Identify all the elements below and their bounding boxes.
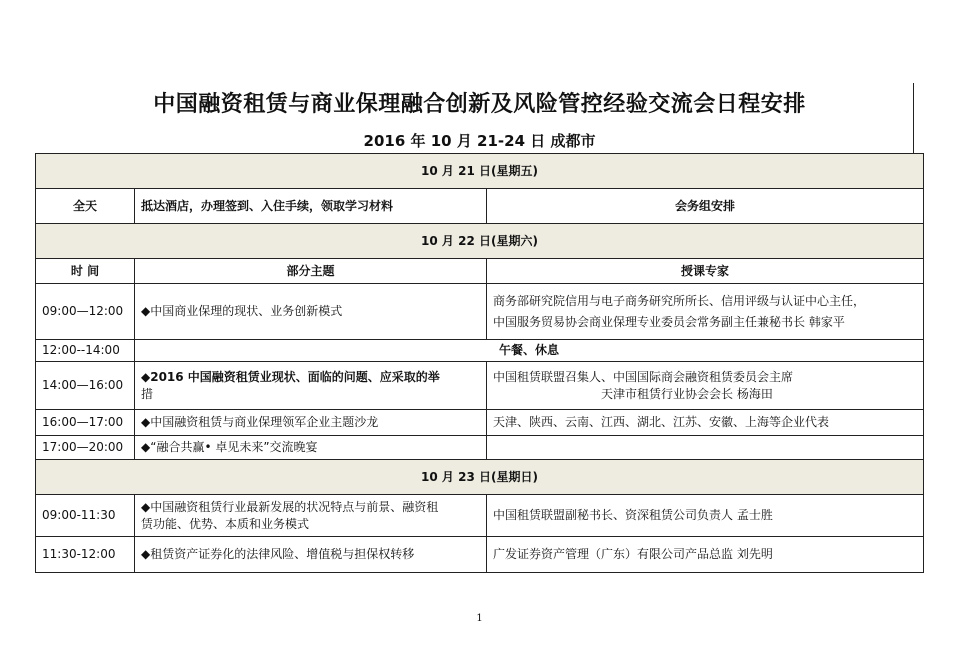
expert-cell xyxy=(487,284,924,340)
topic-cell xyxy=(135,495,487,537)
day-header-oct21: 10 月 21 日(星期五) xyxy=(36,154,924,189)
day-header-oct22: 10 月 22 日(星期六) xyxy=(36,224,924,259)
topic-cell xyxy=(135,362,487,410)
topic-cell: 抵达酒店，办理签到、入住手续，领取学习材料 xyxy=(135,189,487,224)
table-row xyxy=(36,495,924,537)
time-cell: 09:00—12:00 xyxy=(36,284,135,340)
time-cell: 16:00—17:00 xyxy=(36,410,135,436)
column-header-expert: 授课专家 xyxy=(487,259,924,284)
day-header-row xyxy=(36,224,924,259)
day-header-row xyxy=(36,460,924,495)
topic-cell: ◆中国融资租赁与商业保理领军企业主题沙龙 xyxy=(135,410,487,436)
time-cell: 全天 xyxy=(36,189,135,224)
column-header-topic: 部分主题 xyxy=(135,259,487,284)
expert-line: 商务部研究院信用与电子商务研究所所长、信用评级与认证中心主任， xyxy=(493,293,866,308)
table-row xyxy=(36,340,924,362)
topic-line: ◆2016 中国融资租赁业现状、面临的问题、应采取的举 xyxy=(141,369,440,384)
expert-line: 天津市租赁行业协会会长 杨海田 xyxy=(601,386,773,401)
topic-cell: ◆中国商业保理的现状、业务创新模式 xyxy=(135,284,487,340)
table-row xyxy=(36,537,924,573)
time-cell: 11:30-12:00 xyxy=(36,537,135,573)
topic-cell: ◆租赁资产证券化的法律风险、增值税与担保权转移 xyxy=(135,537,487,573)
page-subtitle: 2016 年 10 月 21-24 日 成都市 xyxy=(363,132,596,150)
topic-cell: ◆“融合共赢• 卓见未来”交流晚宴 xyxy=(135,436,487,460)
page-number: 1 xyxy=(476,613,483,624)
expert-cell: 广发证券资产管理（广东）有限公司产品总监 刘先明 xyxy=(487,537,924,573)
table-row xyxy=(36,189,924,224)
time-cell: 09:00-11:30 xyxy=(36,495,135,537)
table-row xyxy=(36,436,924,460)
page-title: 中国融资租赁与商业保理融合创新及风险管控经验交流会日程安排 xyxy=(153,92,806,117)
expert-cell: 中国租赁联盟副秘书长、资深租赁公司负责人 孟士胜 xyxy=(487,495,924,537)
time-cell: 12:00--14:00 xyxy=(36,340,135,362)
table-row xyxy=(36,362,924,410)
empty-cell xyxy=(487,436,924,460)
expert-cell xyxy=(487,362,924,410)
table-row xyxy=(36,410,924,436)
expert-line: 中国服务贸易协会商业保理专业委员会常务副主任兼秘书长 韩家平 xyxy=(493,314,845,329)
time-cell: 14:00—16:00 xyxy=(36,362,135,410)
table-row xyxy=(36,284,924,340)
topic-line: 赁功能、优势、本质和业务模式 xyxy=(141,516,310,531)
day-header-row xyxy=(36,154,924,189)
time-cell: 17:00—20:00 xyxy=(36,436,135,460)
expert-line: 中国租赁联盟召集人、中国国际商会融资租赁委员会主席 xyxy=(493,369,794,384)
day-header-oct23: 10 月 23 日(星期日) xyxy=(36,460,924,495)
column-header-time: 时 间 xyxy=(36,259,135,284)
expert-cell: 会务组安排 xyxy=(487,189,924,224)
lunch-break: 午餐、休息 xyxy=(135,340,924,362)
column-header-row xyxy=(36,259,924,284)
schedule-table xyxy=(35,153,924,573)
topic-line: ◆中国融资租赁行业最新发展的状况特点与前景、融资租 xyxy=(141,499,439,514)
expert-cell: 天津、陕西、云南、江西、湖北、江苏、安徽、上海等企业代表 xyxy=(487,410,924,436)
topic-line: 措 xyxy=(141,386,154,401)
